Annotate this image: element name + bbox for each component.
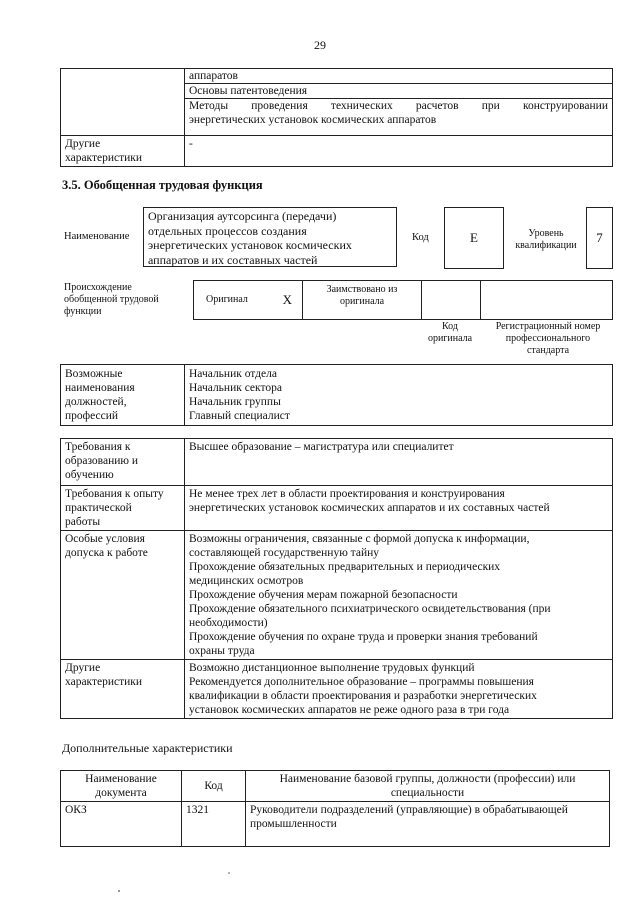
level-label [507, 228, 585, 252]
header-line: специальности [390, 787, 465, 799]
education-label-cell [61, 439, 185, 486]
positions-value-cell [185, 365, 613, 426]
requirement-value-line: составляющей государственную тайну [189, 547, 380, 559]
requirement-label-line: Особые условия [65, 533, 145, 545]
borrowed-cell [303, 281, 422, 320]
original-cell [194, 281, 303, 320]
name-line: Руководители подразделений (управляющие) в обрабатывающей [250, 804, 568, 816]
requirement-label-line: Требования к опыту [65, 488, 164, 500]
header-name [246, 771, 610, 802]
education-value-cell [185, 439, 613, 486]
experience-value-cell [185, 486, 613, 531]
other-characteristics-value-cell [185, 660, 613, 719]
function-name-box [143, 207, 397, 267]
requirement-value-line: Прохождение обязательного психиатрического освидетельствования (при [189, 603, 551, 615]
name-label: Наименование [64, 231, 130, 242]
level-label-line: квалификации [515, 240, 577, 251]
requirement-value-line: Прохождение обязательных предварительных и периодических [189, 561, 501, 573]
requirement-label-line: характеристики [65, 676, 143, 688]
origin-label-line: функции [64, 306, 102, 317]
reg-number-cell [481, 281, 613, 320]
code-original-caption [418, 321, 482, 345]
position-item: Главный специалист [189, 410, 290, 422]
other-label-cell [61, 136, 185, 167]
requirement-value-line: Прохождение обучения по охране труда и проверки знания требований [189, 631, 538, 643]
requirement-value-line: Рекомендуется дополнительное образование – программы повышения [189, 676, 534, 688]
section-heading: 3.5. Обобщенная трудовая функция [62, 178, 263, 192]
skill-line: Методы проведения технических расчетов при конструировании [189, 100, 608, 112]
requirement-label-line: допуска к работе [65, 547, 148, 559]
positions-label-line: должностей, [65, 396, 127, 408]
original-label: Оригинал [206, 294, 248, 305]
doc-cell: ОКЗ [61, 802, 182, 847]
function-name-line: аппаратов и их составных частей [148, 252, 318, 267]
requirement-value-line: квалификации в области проектирования и разработки энергетических [189, 690, 537, 702]
name-line: промышленности [250, 818, 337, 830]
level-label-line: Уровень [528, 228, 564, 239]
header-line: документа [95, 787, 147, 799]
requirement-value-line: необходимости) [189, 617, 268, 629]
requirement-value-line: Высшее образование – магистратура или специалитет [189, 441, 454, 453]
skills-label-cell [61, 69, 185, 136]
scan-speck [118, 890, 120, 892]
requirement-value-line: Возможны ограничения, связанные с формой допуска к информации, [189, 533, 530, 545]
other-label-line: Другие [65, 138, 101, 150]
level-value: 7 [596, 230, 603, 245]
position-item: Начальник отдела [189, 368, 277, 380]
education-row [61, 439, 613, 486]
header-line: Код [204, 780, 223, 792]
code-box [444, 207, 504, 269]
positions-table [60, 364, 613, 426]
positions-label-line: Возможные [65, 368, 123, 380]
experience-row [61, 486, 613, 531]
origin-label [64, 282, 184, 318]
additional-header-row [61, 771, 610, 802]
requirement-value-line: медицинских осмотров [189, 575, 304, 587]
position-item: Начальник сектора [189, 382, 282, 394]
borrowed-label-line: оригинала [339, 296, 385, 307]
additional-title: Дополнительные характеристики [62, 741, 233, 755]
requirement-label-line: обучению [65, 469, 114, 481]
special-conditions-row [61, 531, 613, 660]
positions-label-line: профессий [65, 410, 119, 422]
header-line: Наименование [85, 773, 157, 785]
code-value: E [470, 230, 478, 245]
other-label-line: характеристики [65, 152, 143, 164]
scan-speck [228, 872, 230, 874]
requirement-label-line: работы [65, 516, 101, 528]
function-name-line: отдельных процессов создания [148, 223, 307, 238]
requirement-value-line: энергетических установок космических аппаратов и их составных частей [189, 502, 550, 514]
code-original-line: оригинала [427, 333, 473, 344]
skill-line: энергетических установок космических аппаратов [189, 114, 437, 126]
positions-label-cell [61, 365, 185, 426]
positions-label-line: наименования [65, 382, 135, 394]
code-cell: 1321 [182, 802, 246, 847]
requirement-label-line: образованию и [65, 455, 138, 467]
reg-number-line: профессионального [505, 333, 591, 344]
requirements-table [60, 438, 613, 719]
original-mark: X [282, 292, 292, 307]
reg-number-caption [484, 321, 612, 357]
skill-line: аппаратов [185, 69, 612, 84]
level-box [586, 207, 613, 269]
origin-label-line: Происхождение [64, 282, 132, 293]
table-row [61, 802, 610, 847]
requirement-label-line: Требования к [65, 441, 131, 453]
page-number: 29 [314, 38, 326, 52]
function-name-line: энергетических установок космических [148, 238, 352, 252]
requirement-label-line: практической [65, 502, 132, 514]
reg-number-line: стандарта [526, 345, 570, 356]
header-document [61, 771, 182, 802]
special-conditions-label-cell [61, 531, 185, 660]
requirement-value-line: установок космических аппаратов не реже одного раза в три года [189, 704, 510, 716]
requirement-label-line: Другие [65, 662, 101, 674]
skills-continuation-table [60, 68, 613, 167]
origin-label-line: обобщенной трудовой [64, 294, 159, 305]
requirement-value-line: Возможно дистанционное выполнение трудовых функций [189, 662, 475, 674]
experience-label-cell [61, 486, 185, 531]
name-cell [246, 802, 610, 847]
origin-table [193, 280, 613, 320]
requirement-value-line: Не менее трех лет в области проектирования и конструирования [189, 488, 505, 500]
requirement-value-line: Прохождение обучения мерам пожарной безопасности [189, 589, 458, 601]
skill-line: Основы патентоведения [185, 84, 612, 99]
special-conditions-value-cell [185, 531, 613, 660]
other-characteristics-row [61, 660, 613, 719]
code-label: Код [412, 232, 429, 243]
requirement-value-line: охраны труда [189, 645, 255, 657]
header-code [182, 771, 246, 802]
other-characteristics-label-cell [61, 660, 185, 719]
reg-number-line: Регистрационный номер [495, 321, 601, 332]
code-original-cell [422, 281, 481, 320]
other-value-cell: - [185, 136, 613, 167]
borrowed-label-line: Заимствовано из [326, 284, 398, 295]
code-original-line: Код [442, 321, 458, 332]
additional-table [60, 770, 610, 847]
function-name-line: Организация аутсорсинга (передачи) [148, 209, 337, 223]
position-item: Начальник группы [189, 396, 281, 408]
header-line: Наименование базовой группы, должности (профессии) или [279, 773, 576, 785]
skills-value-cell [185, 69, 613, 136]
